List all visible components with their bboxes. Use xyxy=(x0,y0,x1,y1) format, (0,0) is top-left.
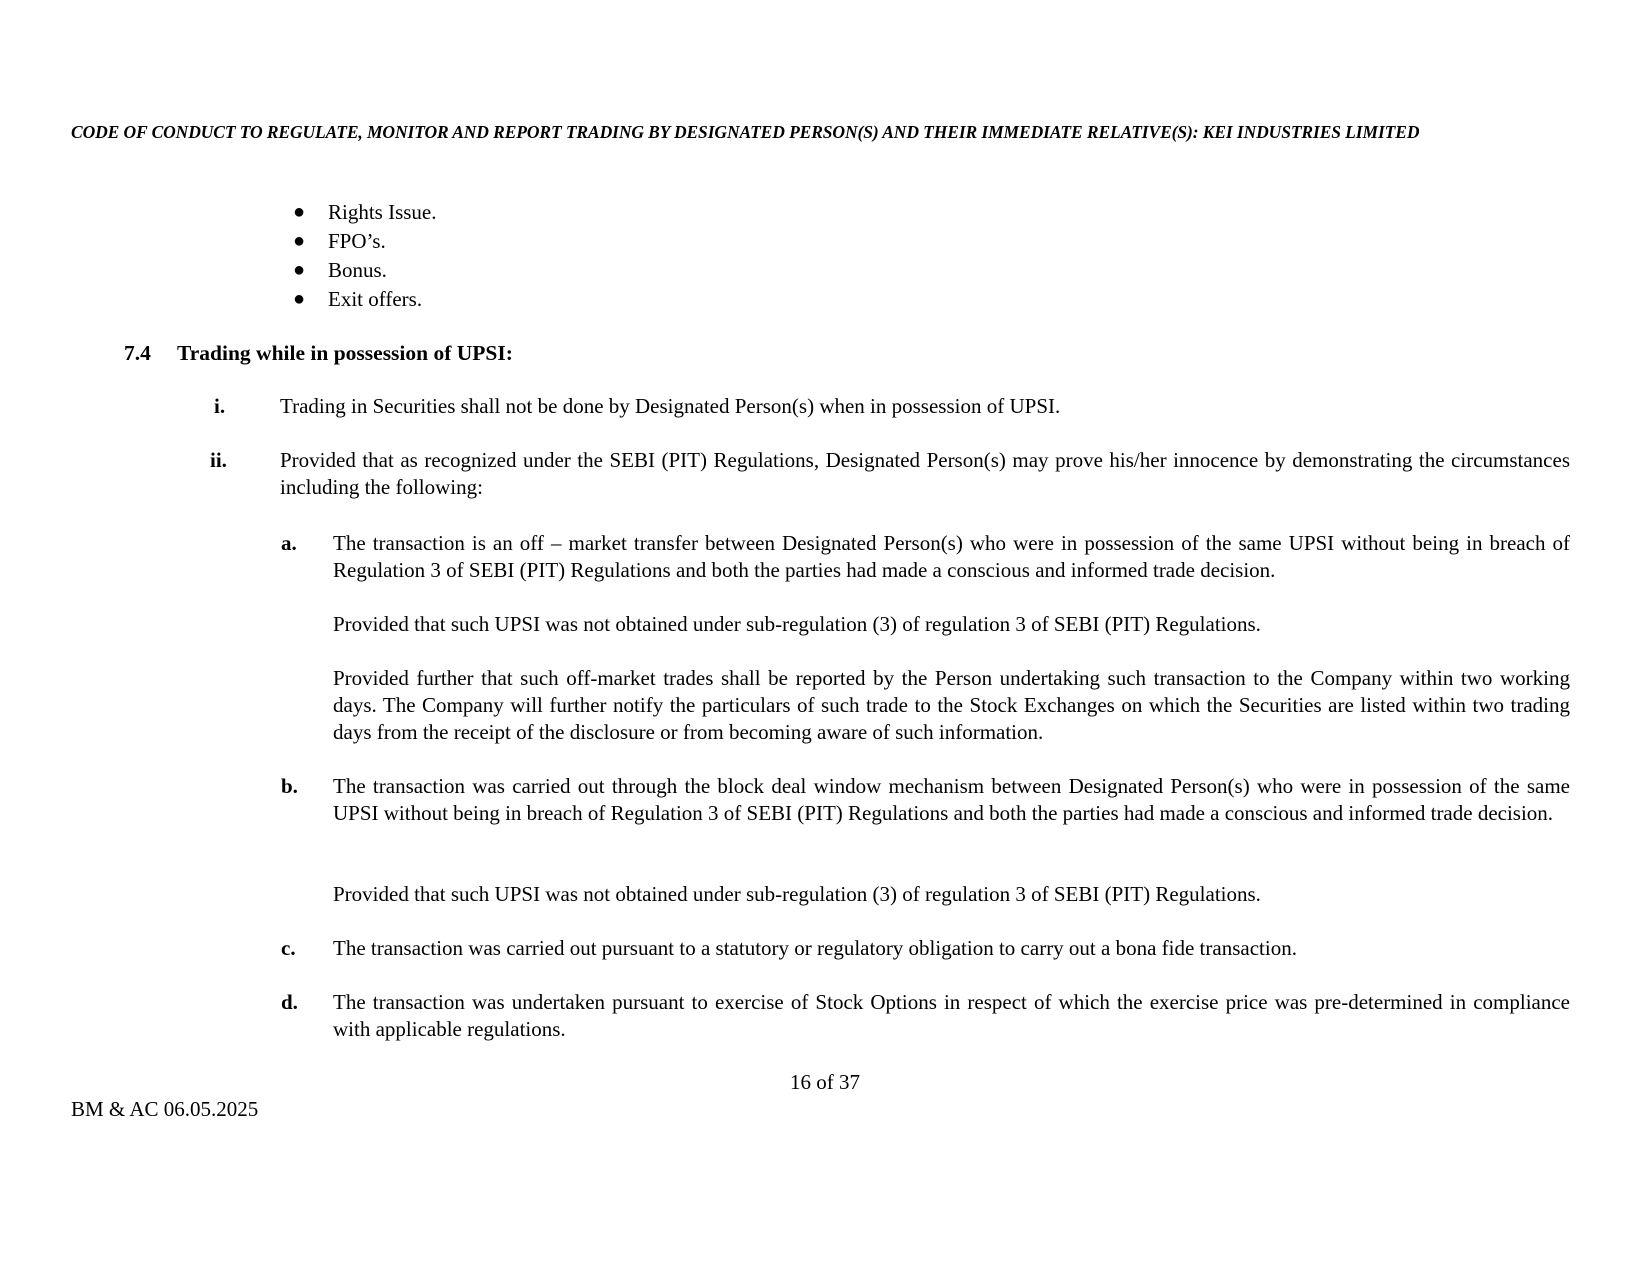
subitem-text-c: The transaction was carried out pursuant to a statutory or regulatory obligation to carry out a bona fide transaction. xyxy=(333,936,1297,960)
bullet-icon: ● xyxy=(293,259,306,281)
subitem-marker-b: b. xyxy=(281,774,298,798)
bullet-icon: ● xyxy=(293,288,306,310)
approval-footer: BM & AC 06.05.2025 xyxy=(71,1097,259,1121)
bullet-icon: ● xyxy=(293,201,306,223)
list-item xyxy=(290,256,437,285)
subitem-b-proviso-1: Provided that such UPSI was not obtained under sub-regulation (3) of regulation 3 of SEBI (PIT) Regulations. xyxy=(333,882,1261,906)
bullet-text: FPO’s. xyxy=(328,229,386,253)
item-marker-ii: ii. xyxy=(210,448,227,472)
subitem-marker-a: a. xyxy=(281,531,297,555)
list-item xyxy=(290,285,437,314)
bullet-text: Rights Issue. xyxy=(328,200,437,224)
subitem-marker-d: d. xyxy=(281,990,298,1014)
subitem-text-a: The transaction is an off – market transfer between Designated Person(s) who were in possession of the same UPSI without being in breach of Regulation 3 of SEBI (PIT) Regulations and both the parties had made a conscious and informed trade decision. xyxy=(333,531,1570,582)
subitem-marker-c: c. xyxy=(281,936,296,960)
subitem-a-proviso-2: Provided further that such off-market trades shall be reported by the Person undertaking such transaction to the Company within two working days. The Company will further notify the particulars of such trade to the Stock Exchanges on which the Securities are listed within two trading days from the receipt of the disclosure or from becoming aware of such information. xyxy=(333,666,1570,744)
list-item xyxy=(290,227,437,256)
section-number: 7.4 xyxy=(124,341,151,365)
section-heading xyxy=(124,341,513,366)
subitem-text-d: The transaction was undertaken pursuant to exercise of Stock Options in respect of which the exercise price was pre-determined in compliance with applicable regulations. xyxy=(333,990,1570,1041)
item-text-ii: Provided that as recognized under the SEBI (PIT) Regulations, Designated Person(s) may prove his/her innocence by demonstrating the circumstances including the following: xyxy=(280,448,1570,499)
bullet-text: Exit offers. xyxy=(328,287,423,311)
subitem-text-b: The transaction was carried out through the block deal window mechanism between Designated Person(s) who were in possession of the same UPSI without being in breach of Regulation 3 of SEBI (PIT) Regulations and both the parties had made a conscious and informed trade decision. xyxy=(333,774,1570,825)
item-marker-i: i. xyxy=(214,394,226,418)
item-text-i: Trading in Securities shall not be done by Designated Person(s) when in possession of UPSI. xyxy=(280,394,1061,418)
section-title: Trading while in possession of UPSI: xyxy=(177,341,513,365)
bullet-text: Bonus. xyxy=(328,258,387,282)
running-header: CODE OF CONDUCT TO REGULATE, MONITOR AND REPORT TRADING BY DESIGNATED PERSON(S) AND THEIR IMMEDIATE RELATIVE(S): KEI INDUSTRIES LIMITED xyxy=(71,122,1420,142)
subitem-a-proviso-1: Provided that such UPSI was not obtained under sub-regulation (3) of regulation 3 of SEBI (PIT) Regulations. xyxy=(333,612,1261,636)
list-item xyxy=(290,198,437,227)
bullet-list xyxy=(290,198,437,314)
bullet-icon: ● xyxy=(293,230,306,252)
page-number: 16 of 37 xyxy=(790,1070,860,1094)
